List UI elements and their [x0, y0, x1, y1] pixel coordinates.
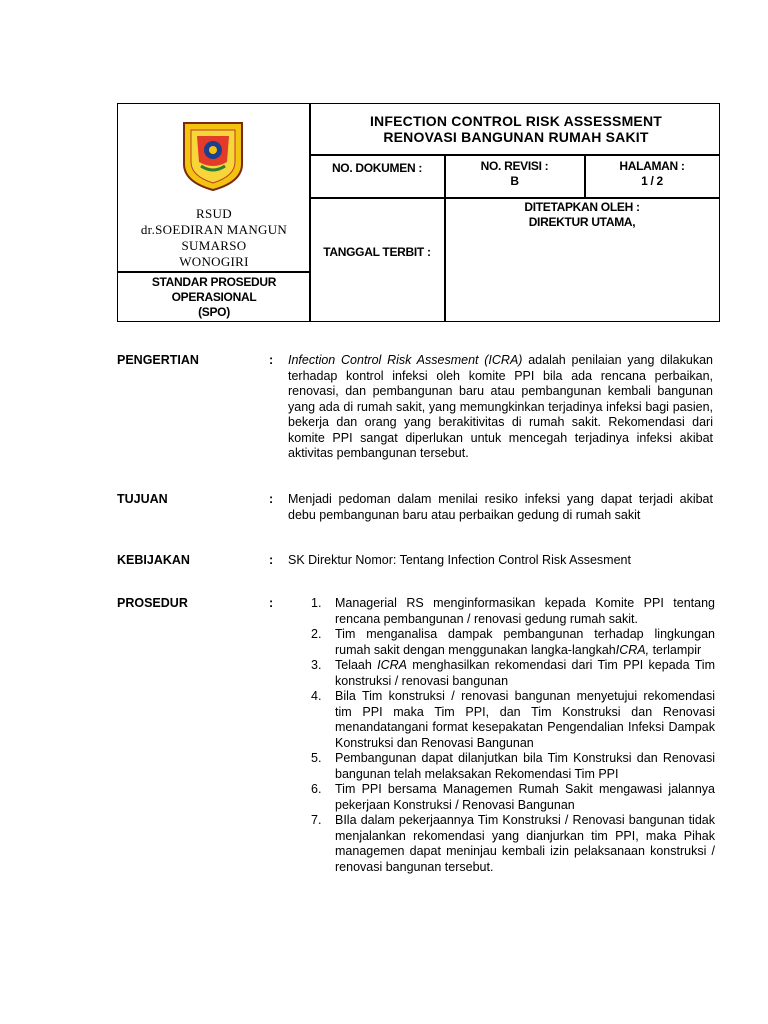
tujuan-label: TUJUAN	[117, 492, 168, 506]
list-item: 3. Telaah ICRA menghasilkan rekomendasi dari Tim PPI kepada Tim konstruksi / renovasi bangunan	[311, 658, 715, 688]
tujuan-text: Menjadi pedoman dalam menilai resiko infeksi yang dapat terjadi akibat debu pembangunan baru atau perbaikan gedung di rumah sakit	[288, 492, 713, 522]
no-revisi: NO. REVISI : B	[480, 159, 549, 188]
list-item: 1. Managerial RS menginformasikan kepada Komite PPI tentang rencana pembangunan / renovasi gedung rumah sakit.	[311, 596, 715, 626]
list-item: 5. Pembangunan dapat dilanjutkan bila Tim Konstruksi dan Renovasi bangunan telah melaksakan Rekomendasi Tim PPI	[311, 751, 715, 781]
list-item: 7. BIla dalam pekerjaannya Tim Konstruksi / Renovasi bangunan tidak menjalankan rekomendasi yang dianjurkan tim PPI, maka Pihak managemen dapat meninjau kembali izin pelaksanaan konstruksi / renovasi bangunan tersebut.	[311, 813, 715, 874]
list-item: 6. Tim PPI bersama Managemen Rumah Sakit mengawasi jalannya pekerjaan Konstruksi / Renovasi Bangunan	[311, 782, 715, 812]
pengertian-text: Infection Control Risk Assesment (ICRA) adalah penilaian yang dilakukan terhadap kontrol infeksi oleh komite PPI bila ada rencana perbaikan, renovasi, dan pembangunan baru atau pembangunan kembali bangunan yang ada di rumah sakit, yang memungkinkan terjadinya infeksi bagi pasien, bekerja dan orang yang berakitivitas di rumah sakit. Rekomendasi dari komite PPI sangat diperlukan untuk mencegah terjadinya infeksi akibat aktivitas pembangunan tersebut.	[288, 353, 713, 460]
document-title: INFECTION CONTROL RISK ASSESSMENT RENOVASI BANGUNAN RUMAH SAKIT	[369, 113, 663, 145]
hospital-name: RSUD dr.SOEDIRAN MANGUN SUMARSO WONOGIRI	[140, 206, 288, 269]
spo-label: STANDAR PROSEDUR OPERASIONAL (SPO)	[151, 275, 277, 319]
ditetapkan-oleh: DITETAPKAN OLEH : DIREKTUR UTAMA,	[524, 200, 640, 229]
list-item: 2. Tim menganalisa dampak pembangunan terhadap lingkungan rumah sakit dengan menggunakan langka-langkahICRA, terlampir	[311, 627, 715, 657]
prosedur-list	[288, 596, 715, 875]
header-table	[117, 103, 720, 322]
list-item: 4. Bila Tim konstruksi / renovasi bangunan menyetujui rekomendasi tim PPI maka Tim PPI, dan Tim Konstruksi dan Renovasi menandatangani format kesepakatan Pengendalian Infeksi Dampak Konstruksi dan Renovasi Bangunan	[311, 689, 715, 750]
pengertian-label: PENGERTIAN	[117, 353, 199, 367]
prosedur-label: PROSEDUR	[117, 596, 188, 610]
kebijakan-text: SK Direktur Nomor: Tentang Infection Control Risk Assesment	[288, 553, 631, 567]
halaman: HALAMAN : 1 / 2	[619, 159, 685, 188]
hospital-logo	[181, 120, 245, 192]
tanggal-terbit-label: TANGGAL TERBIT :	[323, 244, 431, 259]
no-dokumen-label: NO. DOKUMEN :	[331, 160, 423, 175]
kebijakan-label: KEBIJAKAN	[117, 553, 190, 567]
